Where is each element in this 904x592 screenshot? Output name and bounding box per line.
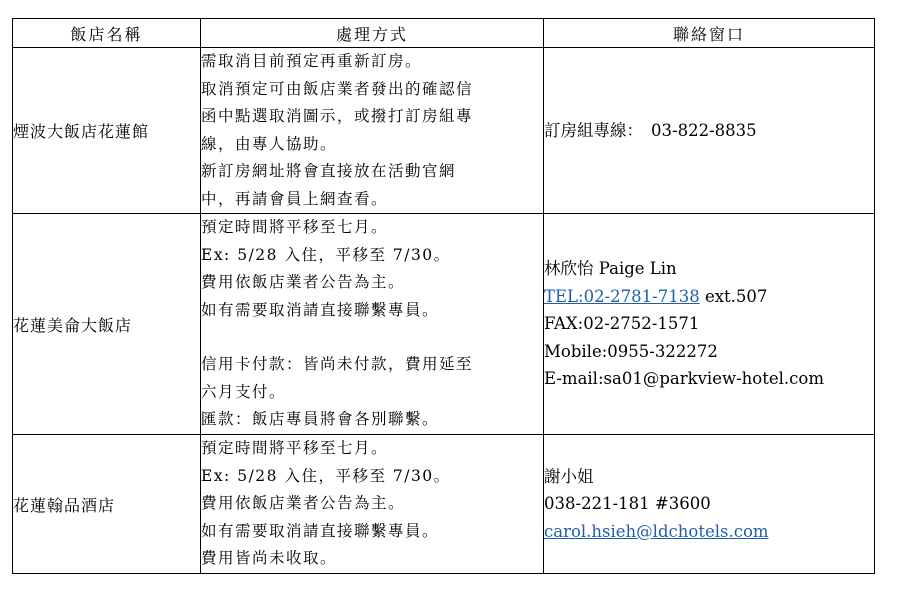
- method-line: 新訂房網址將會直接放在活動官網: [201, 162, 457, 180]
- header-contact: 聯絡窗口: [544, 19, 875, 48]
- contact-phone: 038-221-181 #3600: [544, 494, 711, 514]
- header-hotel-name: 飯店名稱: [13, 19, 201, 48]
- contact-line: [544, 117, 874, 145]
- method-line: Ex: 5/28 入住，平移至 7/30。: [201, 245, 451, 264]
- method-line: 線，由專人協助。: [201, 134, 338, 153]
- method-line: 取消預定可由飯店業者發出的確認信: [201, 79, 474, 98]
- email-link[interactable]: carol.hsieh@ldchotels.com: [544, 521, 769, 541]
- hotel-name: 花蓮翰品酒店: [13, 435, 201, 574]
- contact-cell: [544, 435, 875, 574]
- method-line: 費用皆尚未收取。: [201, 549, 338, 568]
- method-line: 匯款：飯店專員將會各別聯繫。: [201, 410, 440, 429]
- spacer: [201, 324, 543, 351]
- hotel-name: 花蓮美侖大飯店: [13, 214, 201, 435]
- method-line: 預定時間將平移至七月。: [201, 218, 389, 237]
- mobile-number: Mobile:0955-322272: [544, 341, 718, 361]
- method-line: 需取消目前預定再重新訂房。: [201, 52, 423, 70]
- tel-extension: ext.507: [704, 286, 768, 306]
- method-line: 中，再請會員上網查看。: [201, 189, 389, 208]
- method-cell: [201, 435, 544, 574]
- method-line: Ex: 5/28 入住，平移至 7/30。: [201, 466, 451, 485]
- contact-line: [544, 518, 874, 546]
- method-line: 如有需要取消請直接聯繫專員。: [201, 300, 440, 319]
- table-row: [13, 214, 875, 435]
- table-row: [13, 48, 875, 214]
- contact-person: 林欣怡 Paige Lin: [544, 259, 677, 279]
- method-line: 費用依飯店業者公告為主。: [201, 494, 406, 513]
- method-line: 信用卡付款：皆尚未付款，費用延至: [201, 355, 474, 374]
- header-method: 處理方式: [201, 19, 544, 48]
- method-line: 費用依飯店業者公告為主。: [201, 273, 406, 292]
- hotel-name: 煙波大飯店花蓮館: [13, 48, 201, 214]
- method-cell: [201, 48, 544, 214]
- method-line: 預定時間將平移至七月。: [201, 439, 389, 458]
- method-line: 如有需要取消請直接聯繫專員。: [201, 521, 440, 540]
- header-row: [13, 19, 875, 48]
- method-line: 六月支付。: [201, 382, 287, 401]
- contact-person: 謝小姐: [544, 466, 594, 486]
- method-line: 函中點選取消圖示，或撥打訂房組專: [201, 107, 474, 125]
- contact-cell: [544, 48, 875, 214]
- contact-line: [544, 283, 874, 311]
- table-row: [13, 435, 875, 574]
- hotel-table: [12, 18, 875, 574]
- fax-number: FAX:02-2752-1571: [544, 314, 700, 334]
- tel-link[interactable]: TEL:02-2781-7138: [544, 286, 700, 306]
- email-address: E-mail:sa01@parkview-hotel.com: [544, 369, 824, 389]
- booking-line-label: 訂房組專線：: [544, 120, 643, 140]
- contact-cell: [544, 214, 875, 435]
- booking-line-phone: 03-822-8835: [651, 120, 757, 140]
- method-cell: [201, 214, 544, 435]
